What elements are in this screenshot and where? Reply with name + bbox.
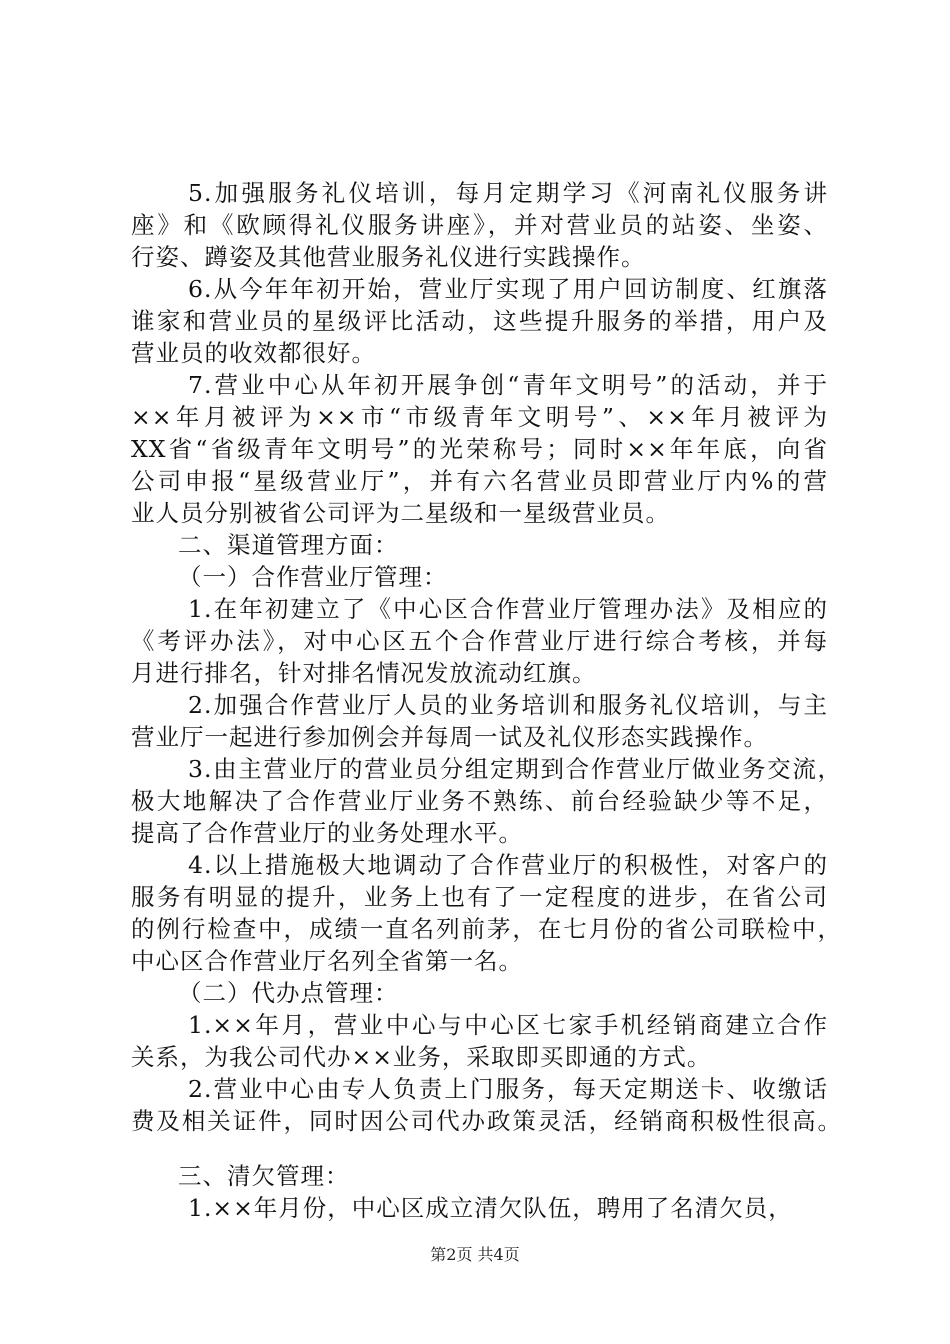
body-line: ××年月被评为××市“市级青年文明号”、××年月被评为 (131, 403, 828, 431)
body-line: 的例行检查中，成绩一直名列前茅，在七月份的省公司联检中， (131, 915, 842, 943)
body-line: 2.加强合作营业厅人员的业务培训和服务礼仪培训，与主 (188, 691, 828, 719)
body-line: 1.××年月份，中心区成立清欠队伍，聘用了名清欠员， (188, 1194, 793, 1222)
body-line: 极大地解决了合作营业厅业务不熟练、前台经验缺少等不足， (131, 787, 828, 815)
body-line: 关系，为我公司代办××业务，采取即买即通的方式。 (131, 1043, 712, 1071)
body-line: 业人员分别被省公司评为二星级和一星级营业员。 (131, 499, 670, 527)
body-line: 费及相关证件，同时因公司代办政策灵活，经销商积极性很高。 (131, 1107, 842, 1135)
section-heading: 二、渠道管理方面： (178, 531, 399, 559)
body-line: 服务有明显的提升，业务上也有了一定程度的进步，在省公司 (131, 883, 828, 911)
page-number-footer: 第2页 共4页 (430, 1245, 520, 1264)
body-line: 行姿、蹲姿及其他营业服务礼仪进行实践操作。 (131, 243, 646, 271)
body-line: 5.加强服务礼仪培训，每月定期学习《河南礼仪服务讲 (188, 179, 828, 207)
subsection-heading: （二）代办点管理： (178, 979, 399, 1007)
body-line: 6.从今年年初开始，营业厅实现了用户回访制度、红旗落 (188, 275, 828, 303)
body-line: 提高了合作营业厅的业务处理水平。 (131, 819, 523, 847)
body-line: 中心区合作营业厅名列全省第一名。 (131, 947, 523, 975)
body-line: 营业厅一起进行参加例会并每周一试及礼仪形态实践操作。 (131, 723, 768, 751)
body-line: XX省“省级青年文明号”的光荣称号；同时××年年底，向省 (131, 435, 828, 463)
body-line: 3.由主营业厅的营业员分组定期到合作营业厅做业务交流， (188, 755, 842, 783)
body-line: 2.营业中心由专人负责上门服务，每天定期送卡、收缴话 (188, 1075, 828, 1103)
body-line: 4.以上措施极大地调动了合作营业厅的积极性，对客户的 (188, 851, 828, 879)
body-line: 谁家和营业员的星级评比活动，这些提升服务的举措，用户及 (131, 307, 828, 335)
section-heading: 三、清欠管理： (178, 1162, 350, 1190)
body-line: 1.在年初建立了《中心区合作营业厅管理办法》及相应的 (188, 595, 828, 623)
body-line: 《考评办法》，对中心区五个合作营业厅进行综合考核，并每 (131, 627, 828, 655)
body-line: 座》和《欧顾得礼仪服务讲座》，并对营业员的站姿、坐姿、 (131, 211, 828, 239)
body-line: 营业员的收效都很好。 (131, 339, 376, 367)
body-line: 公司申报“星级营业厅”，并有六名营业员即营业厅内%的营 (131, 467, 828, 495)
body-line: 月进行排名，针对排名情况发放流动红旗。 (131, 659, 597, 687)
subsection-heading: （一）合作营业厅管理： (178, 563, 448, 591)
body-line: 1.××年月，营业中心与中心区七家手机经销商建立合作 (188, 1011, 828, 1039)
body-line: 7.营业中心从年初开展争创“青年文明号”的活动，并于 (188, 371, 828, 399)
